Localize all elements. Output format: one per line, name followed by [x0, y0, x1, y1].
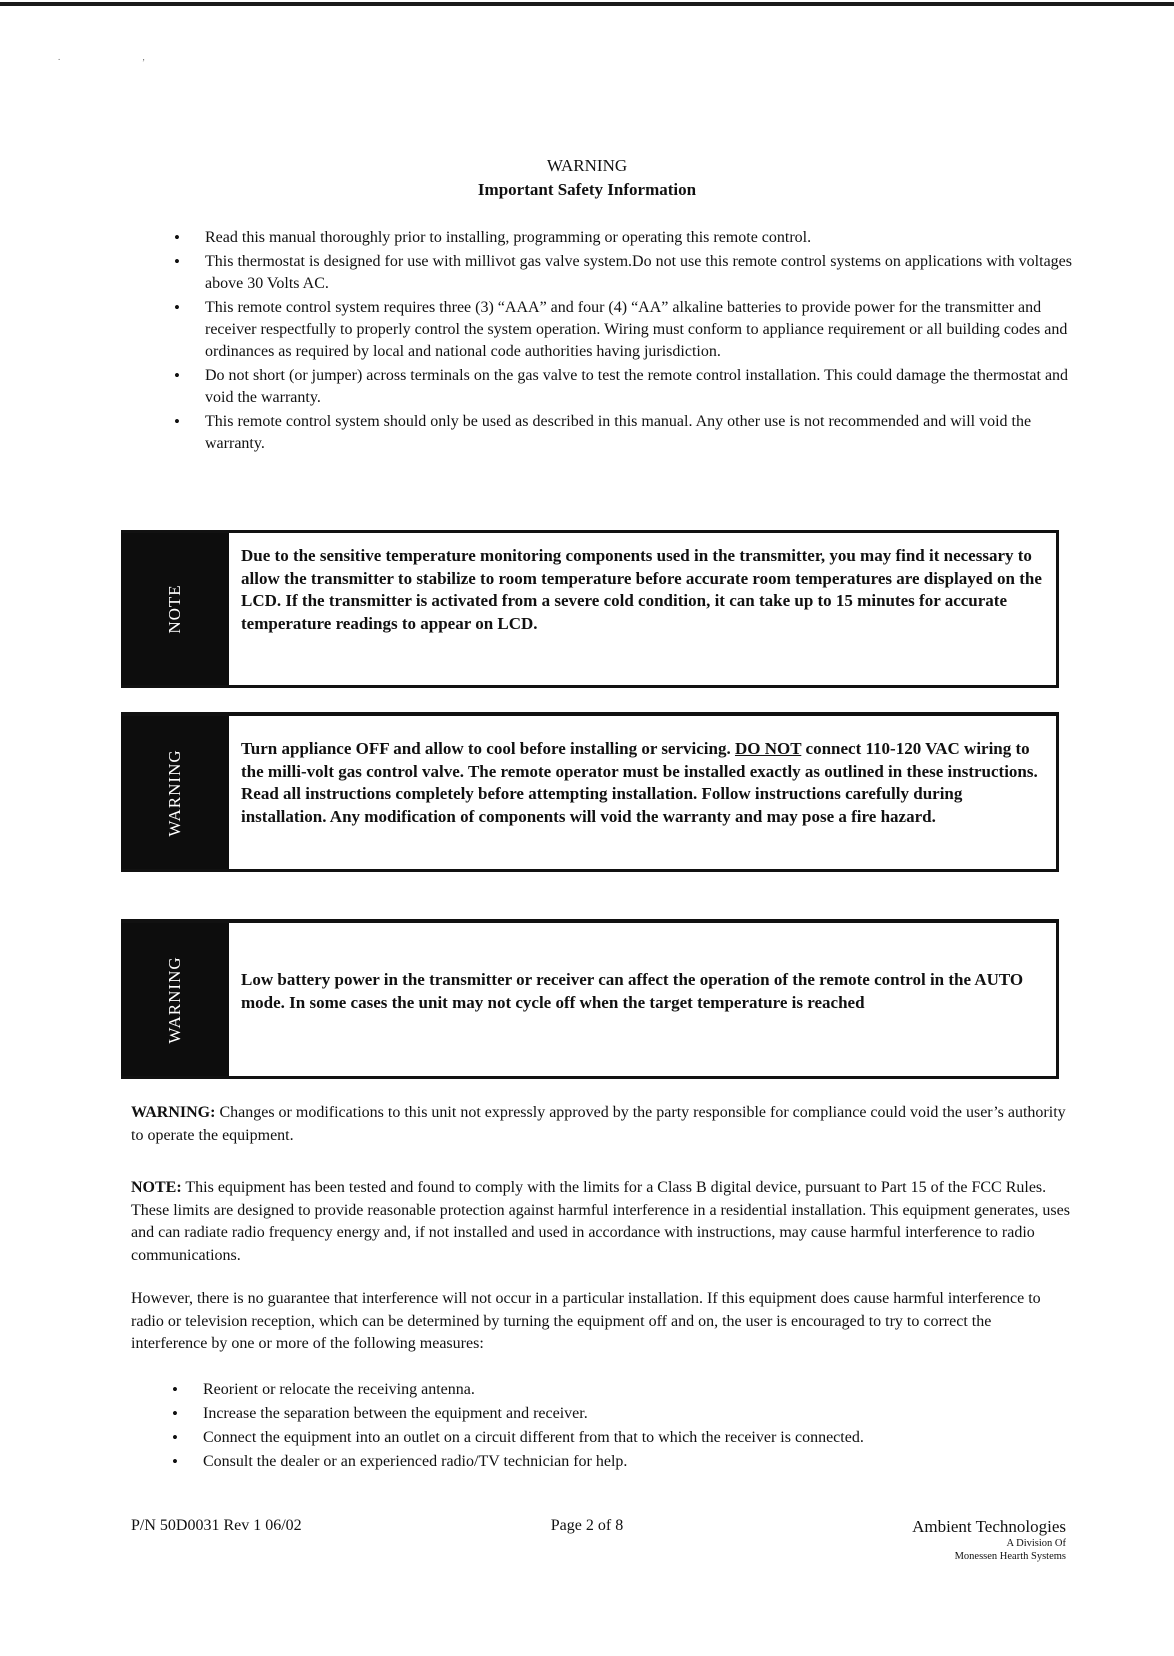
footer-part-number: P/N 50D0031 Rev 1 06/02: [131, 1517, 302, 1534]
top-border-line: [0, 2, 1174, 6]
fcc-warning-text: Changes or modifications to this unit not expressly approved by the party responsible for compliance could void the user’s authority to operate the equipment.: [131, 1104, 1066, 1144]
footer-company: [912, 1517, 1066, 1563]
fcc-warning-lead: WARNING:: [131, 1104, 216, 1121]
page-title: WARNING: [546, 156, 628, 175]
list-item: • This remote control system requires three (3) “AAA” and four (4) “AA” alkaline batteries to provide power for the transmitter and receiver respectfully to properly control the system operation. Wiring must conform to appliance requirement or all building codes and ordinances as required by local and national code authorities having jurisdiction.: [174, 297, 1080, 363]
warning-battery-text: Low battery power in the transmitter or receiver can affect the operation of the remote control in the AUTO mode. In some cases the unit may not cycle off when the target temperature is reached: [241, 970, 1024, 1012]
list-item: • Do not short (or jumper) across terminals on the gas valve to test the remote control installation. This could damage the thermostat and void the warranty.: [174, 365, 1080, 409]
measures-list: [172, 1379, 1072, 1475]
footer-page-number: Page 2 of 8: [550, 1517, 624, 1534]
page-subtitle: Important Safety Information: [477, 180, 697, 199]
warning-install-text: [241, 738, 1042, 828]
note-tab-label: NOTE: [165, 584, 184, 634]
parent-company: Monessen Hearth Systems: [954, 1551, 1066, 1562]
fcc-note-text: This equipment has been tested and found to comply with the limits for a Class B digital device, pursuant to Part 15 of the FCC Rules. These limits are designed to provide reasonable protection against harmful interference in a residential installation. This equipment generates, uses and can radiate radio frequency energy and, if not installed and used in accordance with instructions, may cause harmful interference to radio communications.: [131, 1179, 1070, 1264]
do-not-emphasis: DO NOT: [734, 739, 802, 758]
company-name: Ambient Technologies: [912, 1517, 1066, 1536]
division-line: A Division Of: [1006, 1538, 1066, 1549]
fcc-warning-paragraph: [131, 1102, 1071, 1147]
note-callout: [121, 530, 1059, 688]
warning-install-text-start: Turn appliance OFF and allow to cool before installing or servicing.: [241, 739, 735, 758]
note-tab: [121, 533, 229, 685]
note-text: Due to the sensitive temperature monitoring components used in the transmitter, you may find it necessary to allow the transmitter to stabilize to room temperature before accurate room temperatures are displayed on the LCD. If the transmitter is activated from a severe cold condition, it can take up to 15 minutes for accurate temperature readings to appear on LCD.: [241, 546, 1042, 633]
list-item: • Connect the equipment into an outlet on a circuit different from that to which the receiver is connected.: [172, 1427, 1072, 1449]
scan-specks: . ,: [58, 52, 185, 62]
list-item: • Consult the dealer or an experienced radio/TV technician for help.: [172, 1451, 1072, 1473]
list-item: • This thermostat is designed for use with millivot gas valve system.Do not use this remote control systems on applications with voltages above 30 Volts AC.: [174, 251, 1080, 295]
warning-tab: [121, 923, 229, 1076]
fcc-however-paragraph: However, there is no guarantee that interference will not occur in a particular installation. If this equipment does cause harmful interference to radio or television reception, which can be determined by turning the equipment off and on, the user is encouraged to try to correct the interference by one or more of the following measures:: [131, 1290, 1041, 1352]
warning-install-text-end: connect 110-120 VAC wiring to the milli-volt gas control valve. The remote operator must be installed exactly as outlined in these instructions. Read all instructions completely before attempting installation. Follow instructions carefully during installation. Any modification of components will void the warranty and may pose a fire hazard.: [241, 739, 1038, 826]
warning-tab: [121, 716, 229, 869]
safety-list: [174, 227, 1080, 457]
warning-tab-label: WARNING: [165, 955, 184, 1044]
list-item: • Read this manual thoroughly prior to installing, programming or operating this remote control.: [174, 227, 1080, 249]
list-item: • This remote control system should only be used as described in this manual. Any other use is not recommended and will void the warranty.: [174, 411, 1080, 455]
list-item: • Reorient or relocate the receiving antenna.: [172, 1379, 1072, 1401]
fcc-note-lead: NOTE:: [131, 1179, 182, 1196]
warning-tab-label: WARNING: [165, 748, 184, 837]
warning-callout-install: [121, 712, 1059, 872]
list-item: • Increase the separation between the equipment and receiver.: [172, 1403, 1072, 1425]
fcc-note-paragraph: [131, 1177, 1071, 1267]
warning-callout-battery: [121, 919, 1059, 1079]
